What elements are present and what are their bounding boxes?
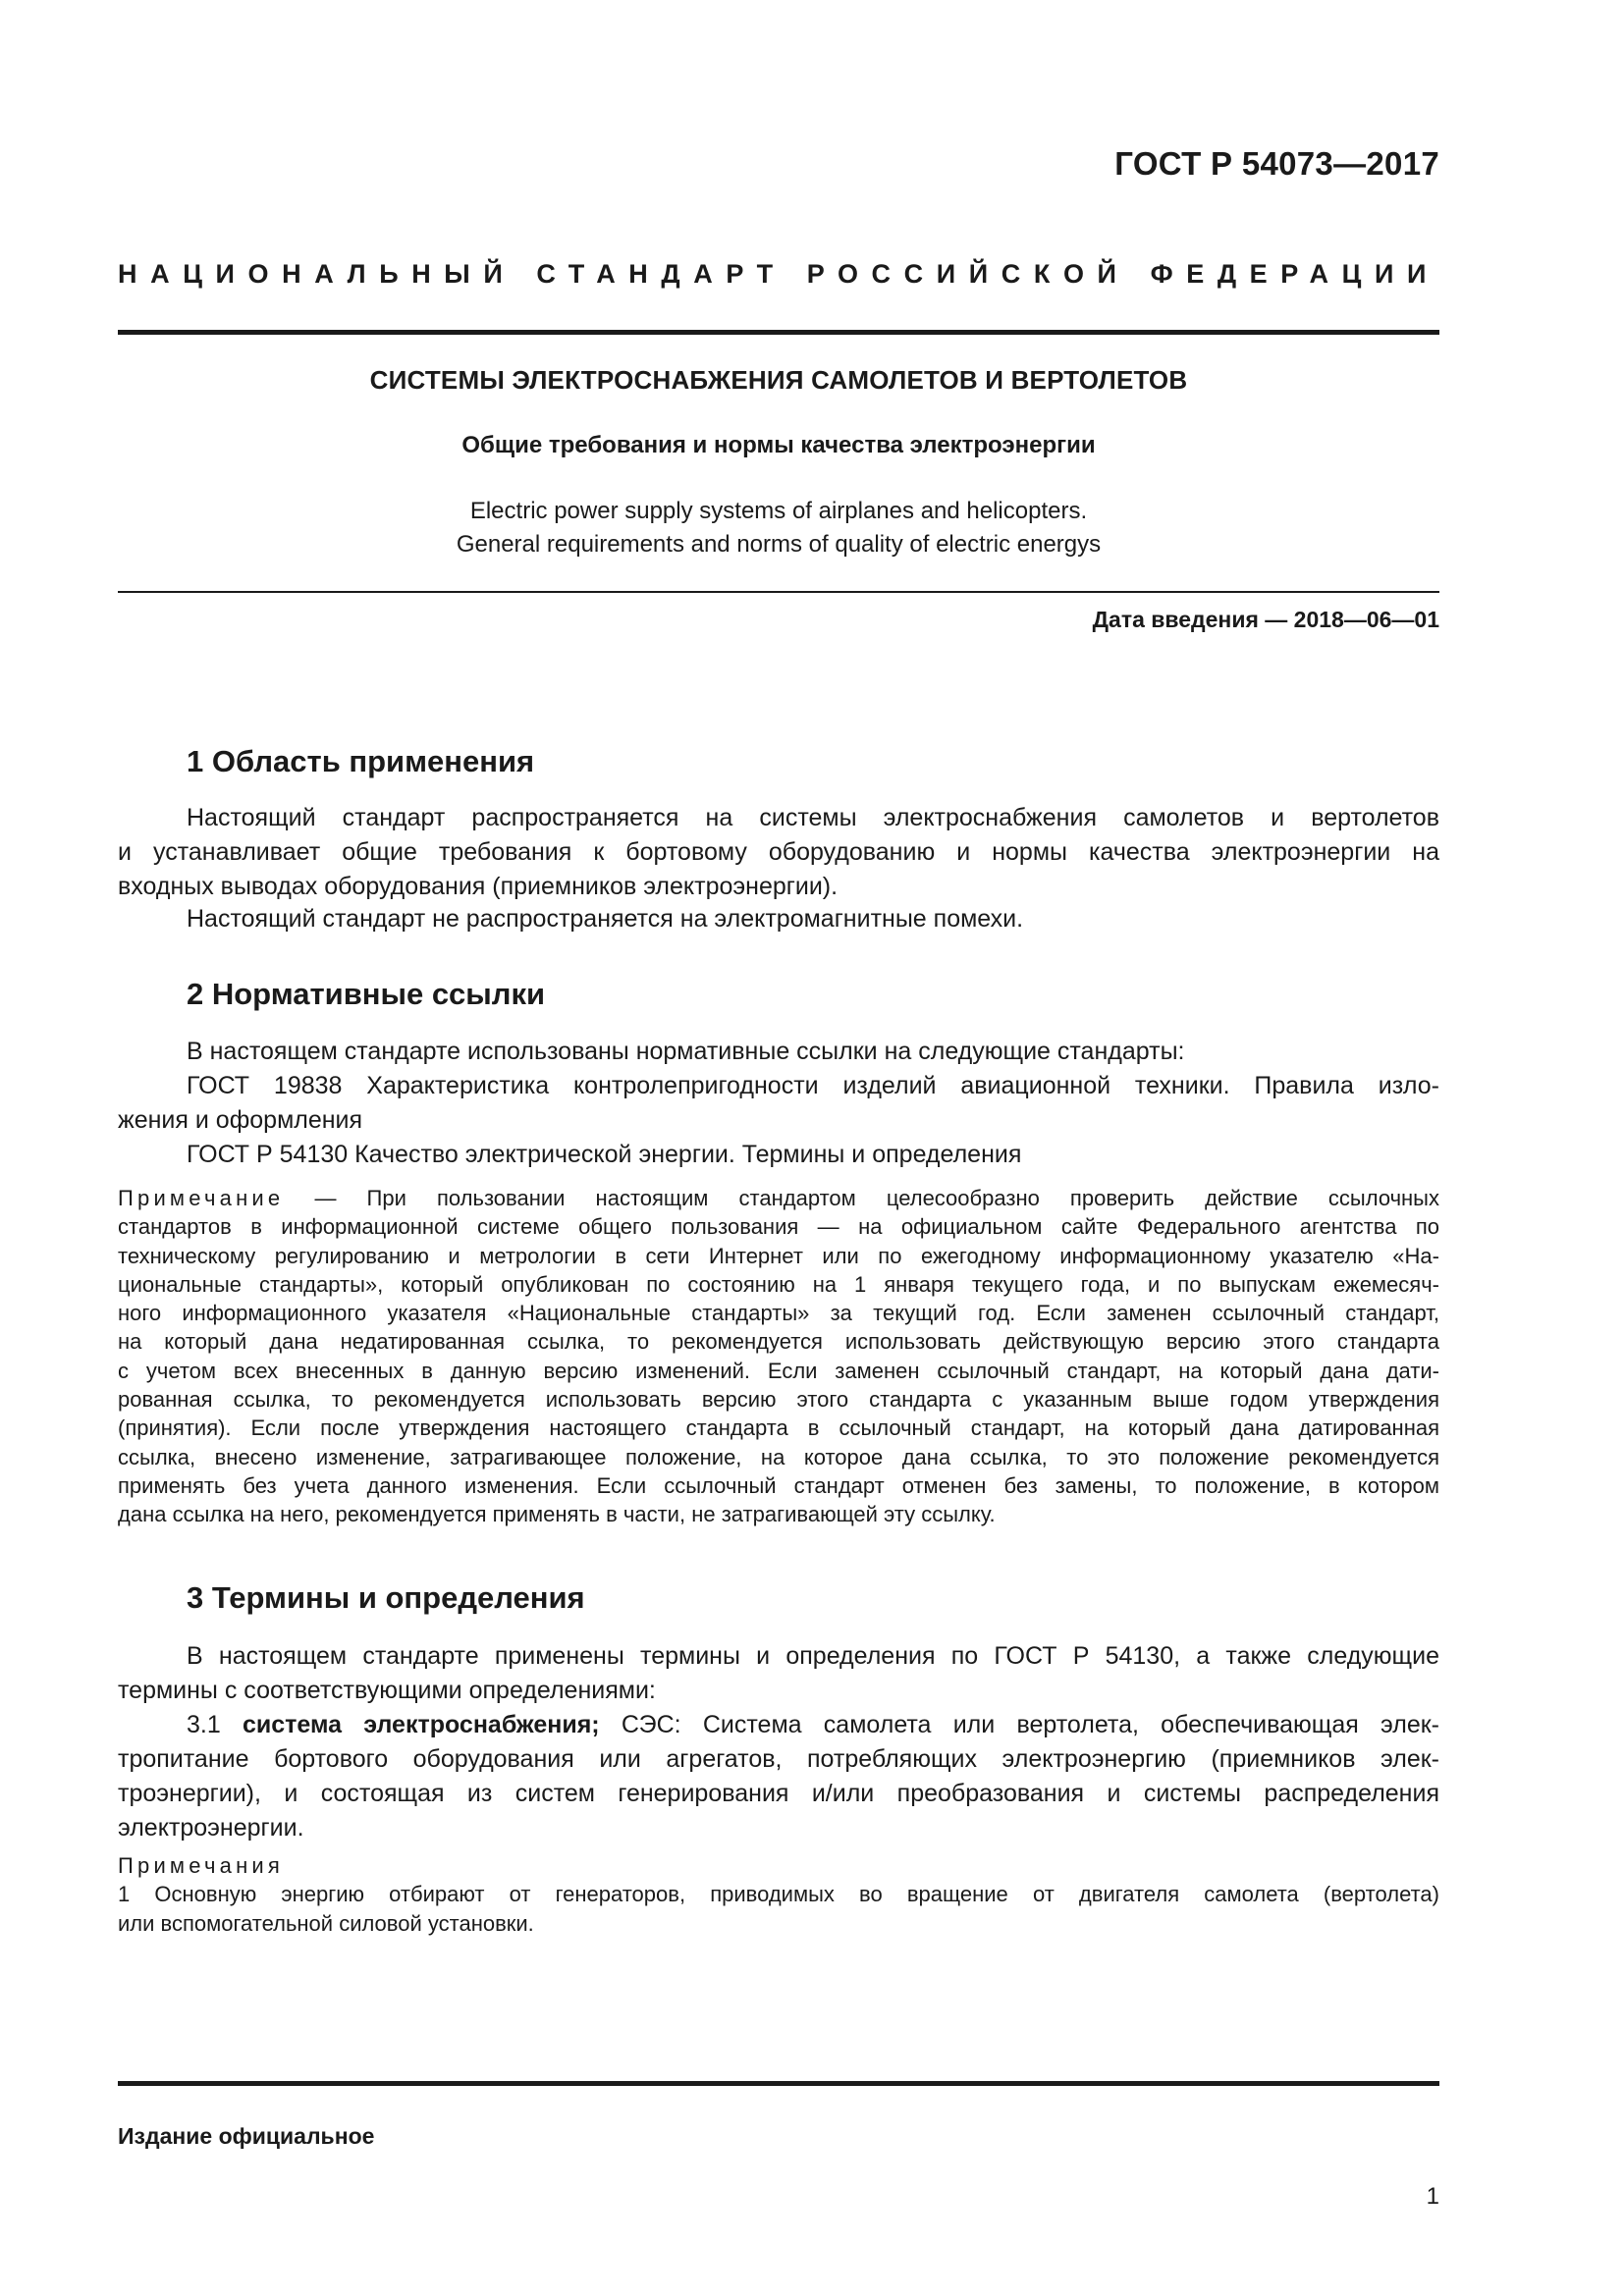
section-2-heading: 2 Нормативные ссылки bbox=[187, 977, 546, 1011]
page-number: 1 bbox=[1426, 2183, 1439, 2210]
section-1-paragraph-2: Настоящий стандарт не распространяется на электромагнитные помехи. bbox=[187, 905, 1024, 933]
banner-word: СТАНДАРТ bbox=[536, 259, 786, 289]
section-2-note: Примечание — При пользовании настоящим стандартом целесообразно проверить действие ссылочных стандартов в информационной системе общего пользования — на официальном сайте Федерального агентства по техническому регулированию и метрологии в сети Интернет или по ежегодному информационному указателю «На- циональные стандарты», который опубликован по состоянию на 1 января текущего года, и по выпускам ежемесяч- ного информационного указателя «Национальные стандарты» за текущий год. Если заменен ссылочный стандарт, на который дана недатированная ссылка, то рекомендуется использовать действующую версию этого стандарта с учетом всех внесенных в данную версию изменений. Если заменен ссылочный стандарт, на который дана дати- рованная ссылка, то рекомендуется использовать версию этого стандарта с указанным выше годом утверждения (принятия). Если после утверждения настоящего стандарта в ссылочный стандарт, на который дана датированная ссылка, внесено изменение, затрагивающее положение, на которое дана ссылка, то это положение рекомендуется применять без учета данного изменения. Если ссылочный стандарт отменен без замены, то положение, в котором дана ссылка на него, рекомендуется применять в части, не затрагивающей эту ссылку. bbox=[118, 1186, 1439, 1527]
national-standard-banner bbox=[118, 259, 1439, 290]
section-3-intro: В настоящем стандарте применены термины и определения по ГОСТ Р 54130, а также следующие термины с соответствующими определениями: bbox=[118, 1642, 1439, 1704]
reference-gost-19838: ГОСТ 19838 Характеристика контролепригодности изделий авиационной техники. Правила изло- жения и оформления bbox=[118, 1072, 1439, 1134]
official-edition-label: Издание официальное bbox=[118, 2123, 375, 2149]
title-rule bbox=[118, 591, 1439, 593]
term-name: система электроснабжения; bbox=[243, 1711, 600, 1738]
banner-word: РОССИЙСКОЙ bbox=[806, 259, 1130, 289]
document-title: СИСТЕМЫ ЭЛЕКТРОСНАБЖЕНИЯ САМОЛЕТОВ И ВЕРТОЛЕТОВ bbox=[369, 365, 1188, 395]
notes-label: Примечания bbox=[118, 1853, 285, 1878]
note-label: Примечание bbox=[118, 1186, 285, 1210]
header-rule bbox=[118, 330, 1439, 335]
document-page bbox=[118, 0, 1439, 2296]
footer-rule bbox=[118, 2081, 1439, 2086]
reference-gost-r-54130: ГОСТ Р 54130 Качество электрической энергии. Термины и определения bbox=[187, 1141, 1022, 1168]
section-1-heading: 1 Область применения bbox=[187, 744, 535, 778]
english-title bbox=[118, 495, 1439, 561]
english-title-line: General requirements and norms of quality of electric energys bbox=[456, 531, 1102, 558]
english-title-line: Electric power supply systems of airplanes and helicopters. bbox=[469, 498, 1088, 524]
document-code: ГОСТ Р 54073—2017 bbox=[1114, 145, 1439, 182]
section-1-paragraph-1: Настоящий стандарт распространяется на системы электроснабжения самолетов и вертолетов и устанавливает общие требования к бортовому оборудованию и нормы качества электроэнергии на входных выводах оборудования (приемников электроэнергии). bbox=[118, 804, 1439, 900]
introduction-date: Дата введения — 2018—06—01 bbox=[1092, 607, 1439, 632]
section-2-intro: В настоящем стандарте использованы нормативные ссылки на следующие стандарты: bbox=[187, 1038, 1185, 1065]
banner-word: ФЕДЕРАЦИИ bbox=[1150, 259, 1439, 289]
section-3-notes: Примечания 1 Основную энергию отбирают от генераторов, приводимых во вращение от двигателя самолета (вертолета) или вспомогательной силовой установки. bbox=[118, 1853, 1439, 1936]
banner-word: НАЦИОНАЛЬНЫЙ bbox=[118, 259, 516, 289]
document-subtitle: Общие требования и нормы качества электроэнергии bbox=[461, 432, 1096, 458]
section-3-heading: 3 Термины и определения bbox=[187, 1580, 585, 1615]
term-3-1: 3.1 система электроснабжения; СЭС: Система самолета или вертолета, обеспечивающая элек- тропитание бортового оборудования или агрегатов, потребляющих электроэнергию (приемников элек- троэнергии), и состоящая из систем генерирования и/или преобразования и системы распределения электроэнергии. bbox=[118, 1711, 1439, 1842]
